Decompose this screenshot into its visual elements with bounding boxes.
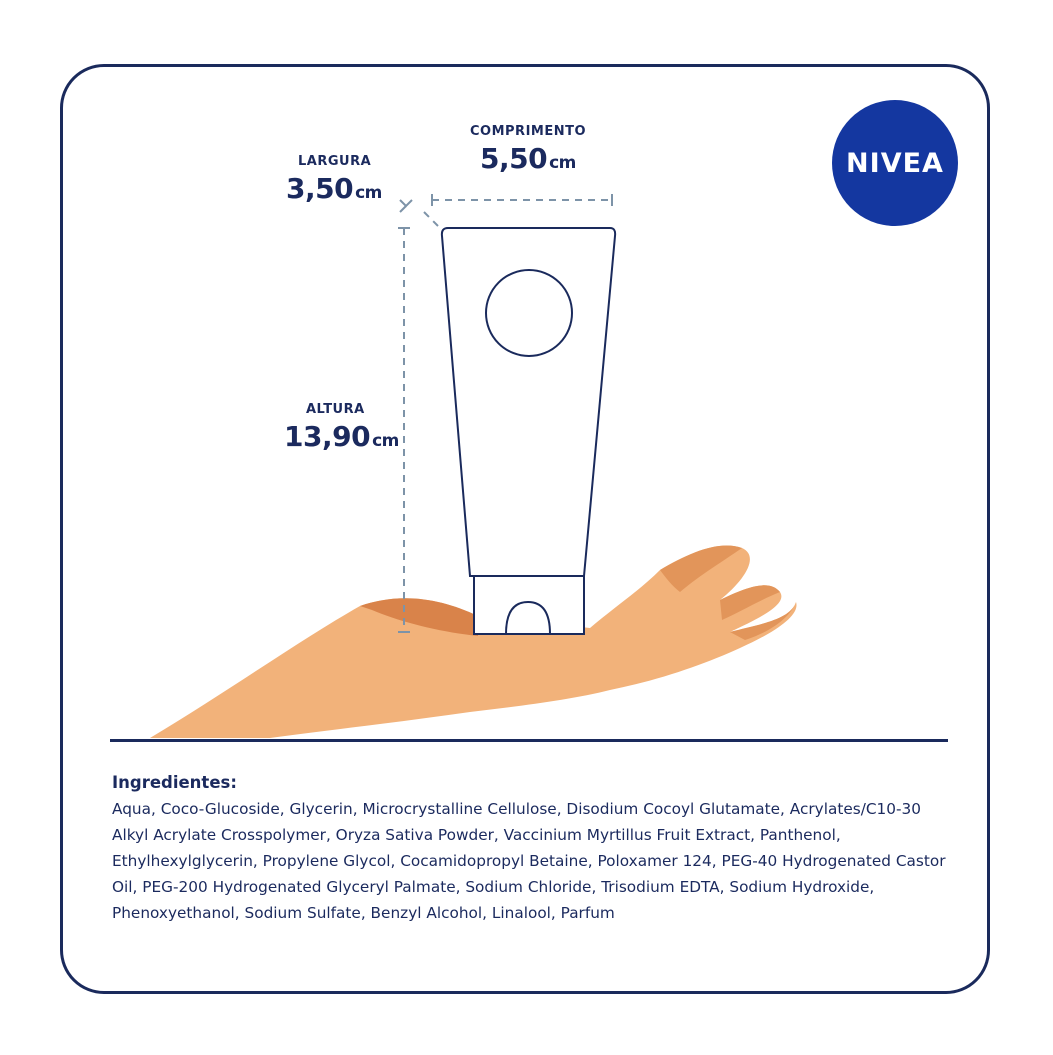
nivea-logo: NIVEA	[832, 100, 958, 226]
height-value: 13,90 cm	[284, 420, 399, 453]
height-label: ALTURA	[306, 402, 365, 417]
length-label: COMPRIMENTO	[470, 124, 587, 139]
tube-illustration	[442, 228, 615, 634]
length-value: 5,50 cm	[480, 142, 576, 175]
ingredients-title: Ingredientes:	[112, 773, 237, 792]
ingredients-block	[112, 770, 962, 926]
width-label: LARGURA	[298, 154, 372, 169]
width-value: 3,50 cm	[286, 172, 382, 205]
tube-body	[442, 228, 615, 576]
tube-cap	[474, 576, 584, 634]
section-divider	[110, 739, 948, 742]
ingredients-list: Aqua, Coco-Glucoside, Glycerin, Microcrystalline Cellulose, Disodium Cocoyl Glutamate, Acrylates/C10-30 Alkyl Acrylate Crosspolymer, Oryza Sativa Powder, Vaccinium Myrtillus Fruit Extract, Panthenol, Ethylhexylglycerin, Propylene Glycol, Cocamidopropyl Betaine, Poloxamer 124, PEG-40 Hydrogenated Castor Oil, PEG-200 Hydrogenated Glyceryl Palmate, Sodium Chloride, Trisodium EDTA, Sodium Hydroxide, Phenoxyethanol, Sodium Sulfate, Benzyl Alcohol, Linalool, Parfum	[112, 800, 946, 922]
width-dim-line	[424, 212, 438, 226]
